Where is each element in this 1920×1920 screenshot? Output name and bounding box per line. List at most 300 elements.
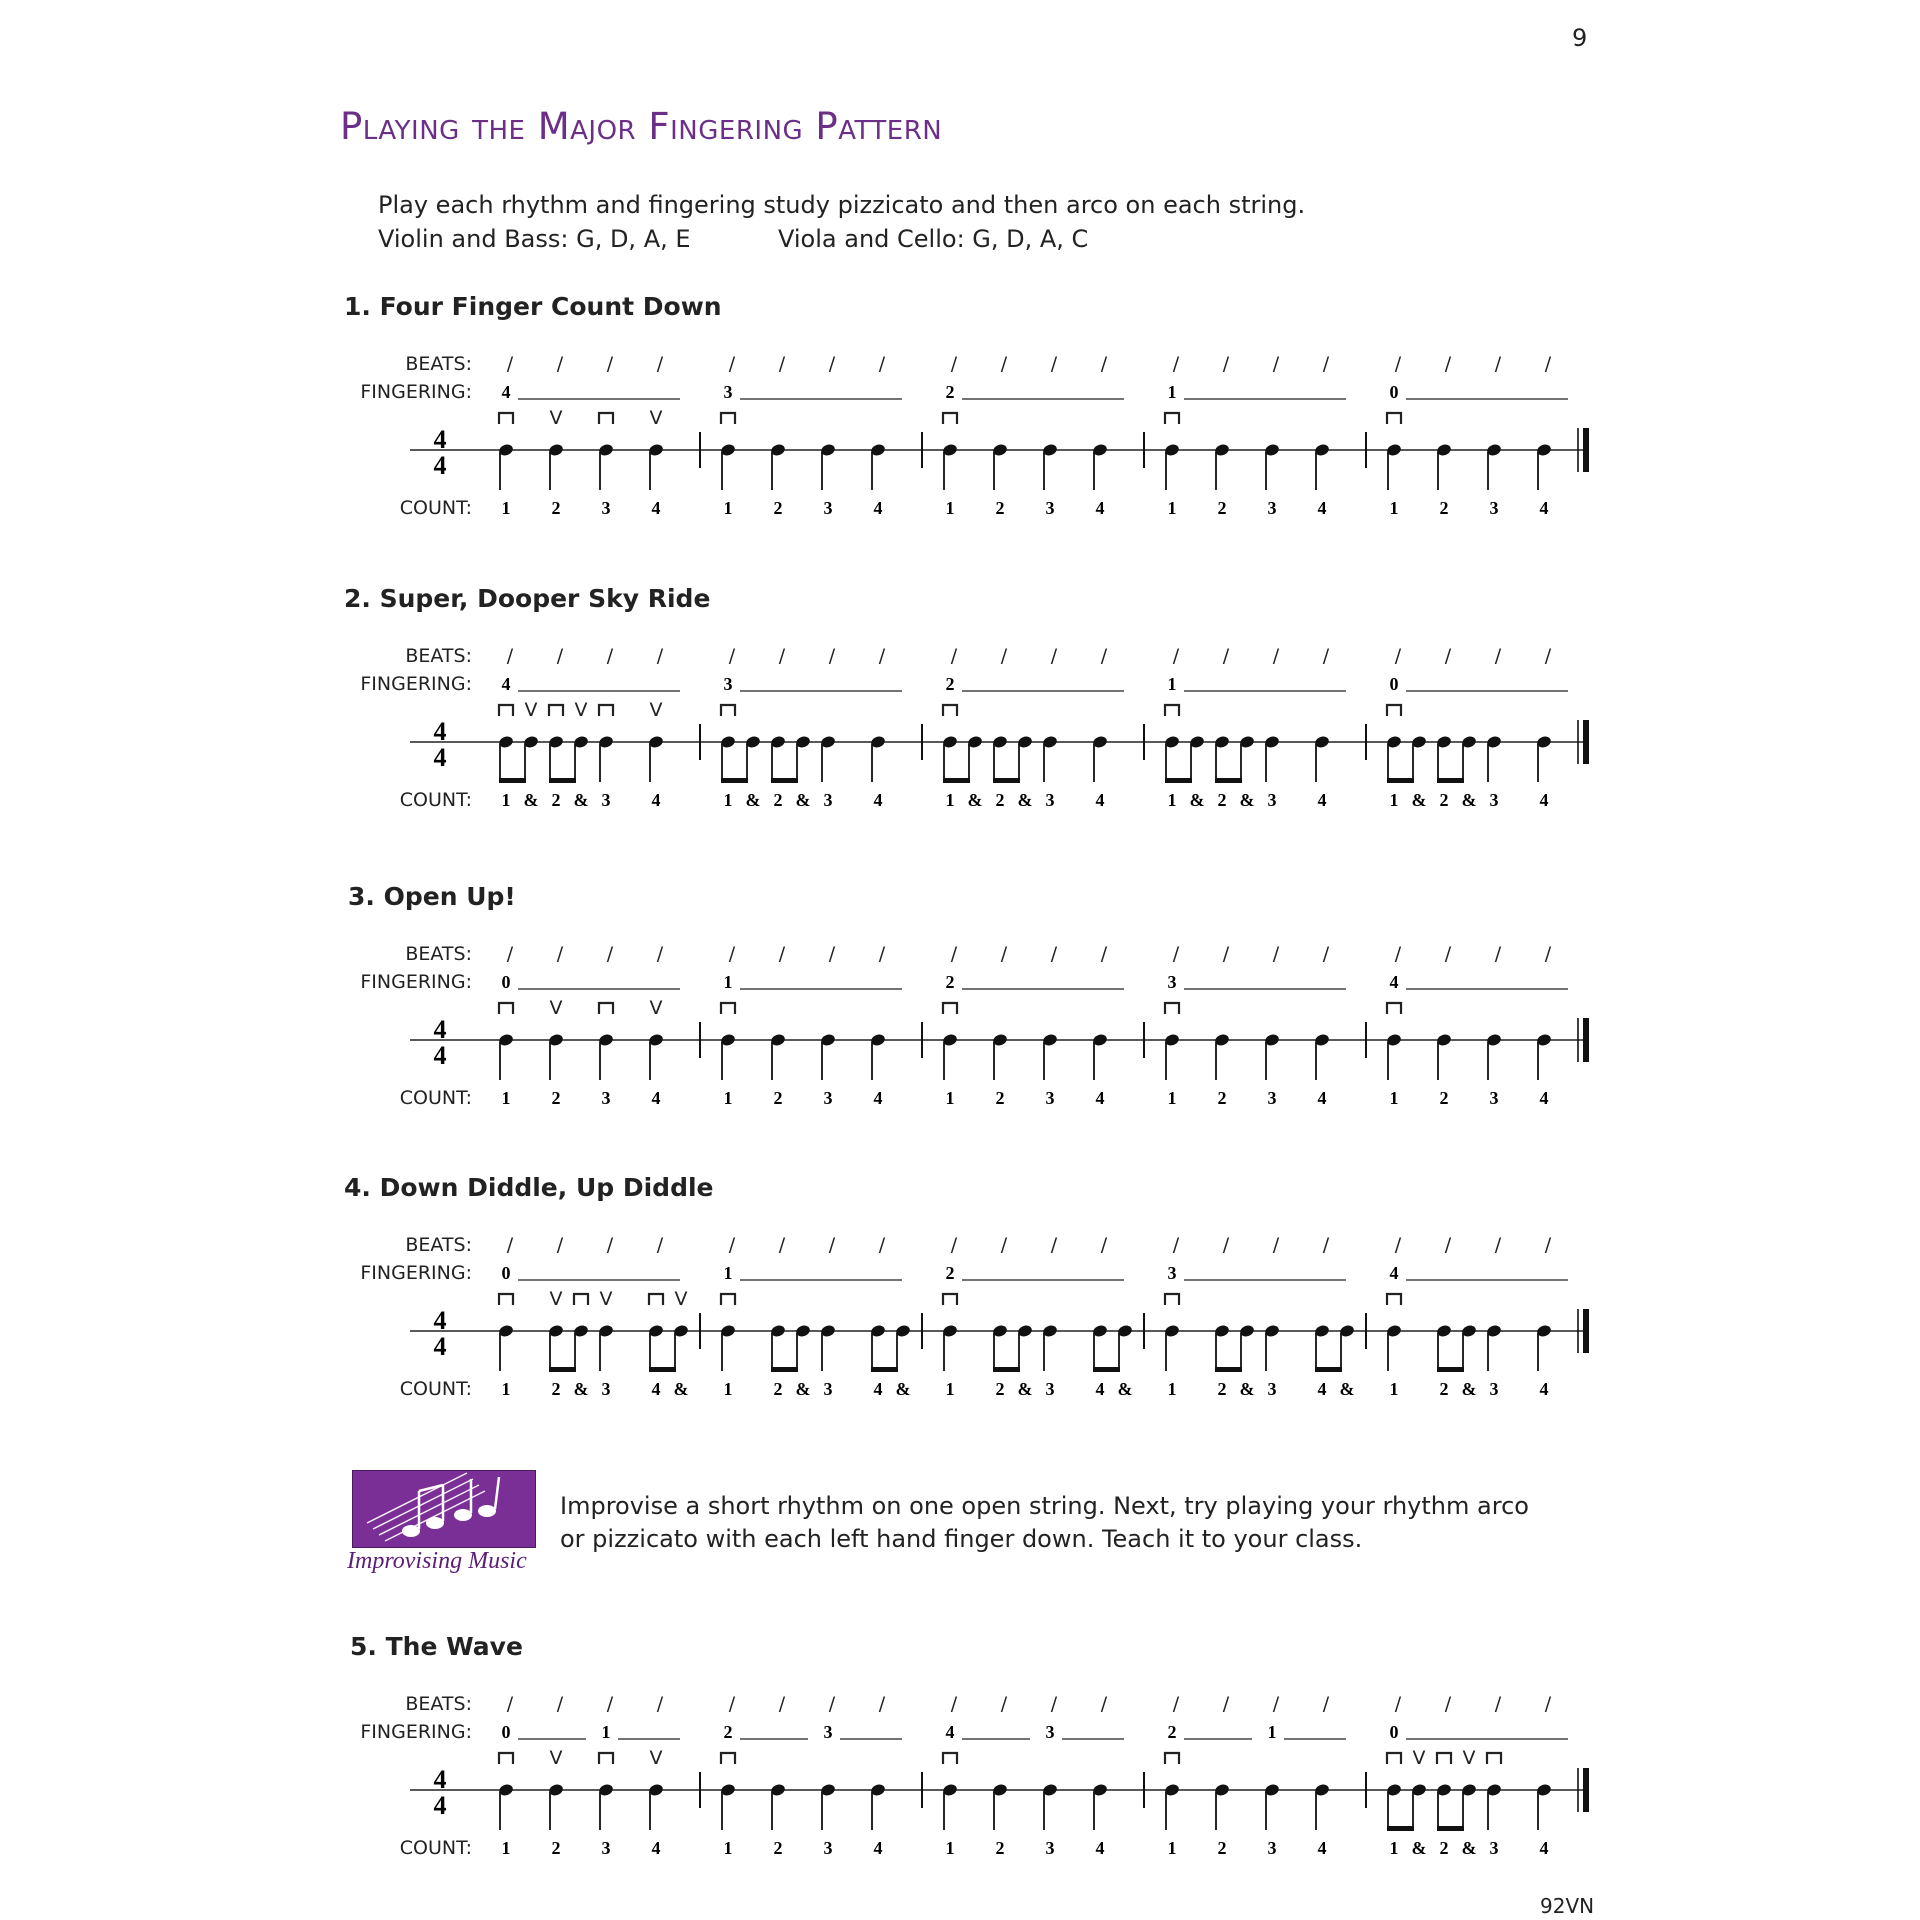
time-signature-bottom: 4	[433, 1791, 447, 1820]
beat-slash: /	[1222, 645, 1230, 667]
count-number: 2	[995, 1088, 1005, 1108]
beat-slash: /	[1000, 645, 1008, 667]
count-number: 2	[995, 1379, 1005, 1399]
beam	[649, 1367, 676, 1372]
count-number: 2	[773, 1088, 783, 1108]
count-number: 2	[1439, 790, 1449, 810]
finger-number: 1	[1167, 382, 1177, 402]
beat-slash: /	[950, 353, 958, 375]
count-number: 1	[945, 1838, 955, 1858]
finger-number: 2	[945, 382, 955, 402]
count-number: 3	[601, 1838, 611, 1858]
beat-slash: /	[778, 645, 786, 667]
count-number: 4	[651, 1088, 661, 1108]
count-number: 4	[873, 1088, 883, 1108]
count-number: 4	[873, 1838, 883, 1858]
count-number: 4	[1095, 1838, 1105, 1858]
finger-number: 2	[723, 1722, 733, 1742]
count-number: 4	[873, 790, 883, 810]
count-number: &	[1339, 1379, 1355, 1399]
count-number: 3	[601, 1379, 611, 1399]
beam	[1165, 778, 1192, 783]
exercise-title: 3. Open Up!	[348, 882, 516, 911]
finger-number: 0	[1389, 674, 1399, 694]
beat-slash: /	[728, 353, 736, 375]
down-bow-icon	[1437, 1753, 1451, 1764]
final-barline-thick	[1583, 720, 1589, 764]
count-number: 2	[551, 498, 561, 518]
up-bow-icon: V	[649, 407, 663, 429]
count-number: &	[523, 790, 539, 810]
count-number: 1	[723, 1088, 733, 1108]
time-signature-bottom: 4	[433, 743, 447, 772]
count-number: 1	[945, 790, 955, 810]
beat-slash: /	[556, 943, 564, 965]
count-number: 1	[501, 1379, 511, 1399]
down-bow-icon	[943, 1003, 957, 1014]
beat-slash: /	[1444, 943, 1452, 965]
down-bow-icon	[499, 413, 513, 424]
down-bow-icon	[1387, 1294, 1401, 1305]
count-label: COUNT:	[399, 1087, 472, 1109]
time-signature-bottom: 4	[433, 1332, 447, 1361]
beat-slash: /	[828, 943, 836, 965]
final-barline-thick	[1583, 1309, 1589, 1353]
down-bow-icon	[943, 705, 957, 716]
count-number: 4	[873, 498, 883, 518]
beat-slash: /	[778, 353, 786, 375]
count-number: 4	[1539, 498, 1549, 518]
beat-slash: /	[1444, 645, 1452, 667]
count-number: 1	[1167, 1838, 1177, 1858]
fingering-label: FINGERING:	[360, 971, 472, 993]
finger-number: 1	[1167, 674, 1177, 694]
count-number: 2	[773, 1379, 783, 1399]
beat-slash: /	[728, 1234, 736, 1256]
up-bow-icon: V	[599, 1288, 613, 1310]
finger-number: 4	[1389, 1263, 1399, 1283]
count-number: 3	[1489, 790, 1499, 810]
beat-slash: /	[1272, 943, 1280, 965]
count-number: 1	[723, 1379, 733, 1399]
finger-number: 2	[945, 972, 955, 992]
time-signature-bottom: 4	[433, 451, 447, 480]
exercise-staff	[0, 632, 1920, 862]
count-number: &	[1239, 1379, 1255, 1399]
fingering-label: FINGERING:	[360, 1721, 472, 1743]
final-barline-thick	[1583, 1768, 1589, 1812]
time-signature-top: 4	[433, 717, 447, 746]
down-bow-icon	[599, 413, 613, 424]
down-bow-icon	[943, 1294, 957, 1305]
count-number: 4	[1317, 1379, 1327, 1399]
up-bow-icon: V	[649, 1747, 663, 1769]
up-bow-icon: V	[649, 997, 663, 1019]
count-number: &	[1461, 790, 1477, 810]
count-number: &	[1239, 790, 1255, 810]
down-bow-icon	[1487, 1753, 1501, 1764]
beat-slash: /	[878, 943, 886, 965]
beat-slash: /	[1172, 943, 1180, 965]
up-bow-icon: V	[1462, 1747, 1476, 1769]
footer-code: 92VN	[1540, 1894, 1595, 1918]
down-bow-icon	[574, 1294, 588, 1305]
count-number: 3	[1045, 498, 1055, 518]
beat-slash: /	[778, 1234, 786, 1256]
beat-slash: /	[778, 943, 786, 965]
finger-number: 3	[1167, 1263, 1177, 1283]
beat-slash: /	[606, 1234, 614, 1256]
count-number: 1	[1389, 498, 1399, 518]
count-number: 2	[1217, 790, 1227, 810]
beat-slash: /	[656, 353, 664, 375]
beat-slash: /	[728, 645, 736, 667]
beat-slash: /	[1000, 1693, 1008, 1715]
beat-slash: /	[1494, 1693, 1502, 1715]
beat-slash: /	[1322, 1234, 1330, 1256]
beam	[721, 778, 748, 783]
finger-number: 2	[945, 1263, 955, 1283]
exercise-staff	[0, 1680, 1920, 1910]
count-number: 3	[1267, 498, 1277, 518]
count-number: 2	[995, 498, 1005, 518]
up-bow-icon: V	[574, 699, 588, 721]
count-number: 1	[1167, 790, 1177, 810]
fingering-label: FINGERING:	[360, 1262, 472, 1284]
down-bow-icon	[1387, 413, 1401, 424]
finger-number: 4	[945, 1722, 955, 1742]
down-bow-icon	[1387, 1003, 1401, 1014]
beam	[549, 1367, 576, 1372]
finger-number: 3	[723, 674, 733, 694]
count-number: &	[795, 790, 811, 810]
count-number: 3	[823, 1088, 833, 1108]
beat-slash: /	[828, 1693, 836, 1715]
finger-number: 4	[1389, 972, 1399, 992]
beat-slash: /	[1172, 1234, 1180, 1256]
beam	[771, 778, 798, 783]
count-number: 3	[823, 790, 833, 810]
down-bow-icon	[721, 1753, 735, 1764]
count-number: 4	[873, 1379, 883, 1399]
beat-slash: /	[1222, 353, 1230, 375]
count-number: 2	[773, 790, 783, 810]
count-number: &	[1117, 1379, 1133, 1399]
beam	[1215, 778, 1242, 783]
intro-strings	[378, 222, 1305, 256]
beat-slash: /	[1222, 943, 1230, 965]
count-number: 3	[1045, 790, 1055, 810]
down-bow-icon	[1165, 413, 1179, 424]
beat-slash: /	[1050, 1693, 1058, 1715]
count-number: 2	[1217, 1838, 1227, 1858]
beat-slash: /	[506, 943, 514, 965]
beat-slash: /	[556, 645, 564, 667]
improvising-instructions: Improvise a short rhythm on one open string. Next, try playing your rhythm arco or pizzicato with each left hand finger down. Teach it to your class.	[560, 1492, 1529, 1553]
beat-slash: /	[1000, 353, 1008, 375]
beat-slash: /	[1544, 645, 1552, 667]
count-number: 4	[1317, 1838, 1327, 1858]
improvising-music-caption: Improvising Music	[347, 1548, 527, 1574]
down-bow-icon	[499, 705, 513, 716]
count-number: 4	[1539, 790, 1549, 810]
beat-slash: /	[1494, 645, 1502, 667]
beat-slash: /	[878, 645, 886, 667]
beat-slash: /	[1100, 943, 1108, 965]
beam	[771, 1367, 798, 1372]
count-number: 2	[773, 498, 783, 518]
beat-slash: /	[1100, 645, 1108, 667]
count-number: 4	[1095, 1379, 1105, 1399]
beam	[1437, 778, 1464, 783]
down-bow-icon	[721, 413, 735, 424]
down-bow-icon	[943, 413, 957, 424]
beat-slash: /	[1100, 1693, 1108, 1715]
beam	[993, 1367, 1020, 1372]
beat-slash: /	[950, 943, 958, 965]
count-number: 2	[1439, 1088, 1449, 1108]
beat-slash: /	[1544, 943, 1552, 965]
count-number: &	[1017, 790, 1033, 810]
up-bow-icon: V	[649, 699, 663, 721]
beat-slash: /	[1222, 1234, 1230, 1256]
count-number: 1	[501, 498, 511, 518]
down-bow-icon	[499, 1753, 513, 1764]
up-bow-icon: V	[549, 997, 563, 1019]
finger-number: 2	[945, 674, 955, 694]
finger-number: 1	[1267, 1722, 1277, 1742]
count-number: &	[967, 790, 983, 810]
count-number: 3	[1489, 1838, 1499, 1858]
count-number: &	[895, 1379, 911, 1399]
time-signature-top: 4	[433, 1015, 447, 1044]
finger-number: 0	[501, 972, 511, 992]
count-number: 2	[1217, 1088, 1227, 1108]
viola-cello-strings: Viola and Cello: G, D, A, C	[778, 225, 1089, 253]
count-number: 1	[501, 790, 511, 810]
exercise-title: 1. Four Finger Count Down	[344, 292, 722, 321]
up-bow-icon: V	[1412, 1747, 1426, 1769]
beat-slash: /	[1322, 943, 1330, 965]
count-number: 4	[651, 498, 661, 518]
exercise-staff	[0, 1221, 1920, 1451]
count-number: 3	[1045, 1838, 1055, 1858]
count-number: 2	[1217, 498, 1227, 518]
beam	[1437, 1367, 1464, 1372]
count-number: 1	[945, 498, 955, 518]
beat-slash: /	[1322, 353, 1330, 375]
fingering-label: FINGERING:	[360, 673, 472, 695]
count-number: 3	[601, 1088, 611, 1108]
beat-slash: /	[606, 1693, 614, 1715]
beat-slash: /	[1272, 645, 1280, 667]
page-number: 9	[1572, 24, 1588, 52]
count-number: 3	[1045, 1379, 1055, 1399]
beats-label: BEATS:	[405, 353, 472, 375]
beats-label: BEATS:	[405, 1693, 472, 1715]
beat-slash: /	[656, 1234, 664, 1256]
count-number: 1	[501, 1088, 511, 1108]
down-bow-icon	[1165, 1003, 1179, 1014]
beam	[1387, 778, 1414, 783]
beat-slash: /	[506, 1693, 514, 1715]
music-notes-icon	[353, 1471, 535, 1547]
beam	[1215, 1367, 1242, 1372]
down-bow-icon	[943, 1753, 957, 1764]
beat-slash: /	[606, 943, 614, 965]
down-bow-icon	[1387, 705, 1401, 716]
beam	[1437, 1826, 1464, 1831]
beat-slash: /	[656, 1693, 664, 1715]
beat-slash: /	[1100, 1234, 1108, 1256]
beat-slash: /	[1494, 943, 1502, 965]
count-label: COUNT:	[399, 789, 472, 811]
final-barline-thick	[1583, 428, 1589, 472]
count-number: 2	[995, 1838, 1005, 1858]
beats-label: BEATS:	[405, 1234, 472, 1256]
beat-slash: /	[1322, 1693, 1330, 1715]
beat-slash: /	[506, 645, 514, 667]
beat-slash: /	[1050, 645, 1058, 667]
count-label: COUNT:	[399, 497, 472, 519]
beat-slash: /	[878, 1693, 886, 1715]
count-number: 1	[1389, 1379, 1399, 1399]
count-number: 4	[1539, 1838, 1549, 1858]
fingering-label: FINGERING:	[360, 381, 472, 403]
beam	[499, 778, 526, 783]
beam	[1093, 1367, 1120, 1372]
beat-slash: /	[656, 645, 664, 667]
down-bow-icon	[649, 1294, 663, 1305]
exercise-staff	[0, 340, 1920, 570]
count-number: 1	[1167, 498, 1177, 518]
beat-slash: /	[1050, 943, 1058, 965]
count-number: 1	[1167, 1088, 1177, 1108]
beam	[993, 778, 1020, 783]
beat-slash: /	[950, 645, 958, 667]
down-bow-icon	[499, 1003, 513, 1014]
count-number: 3	[1489, 498, 1499, 518]
beat-slash: /	[828, 353, 836, 375]
down-bow-icon	[599, 1753, 613, 1764]
finger-number: 3	[1045, 1722, 1055, 1742]
up-bow-icon: V	[549, 407, 563, 429]
beat-slash: /	[828, 1234, 836, 1256]
count-number: 3	[1489, 1379, 1499, 1399]
beat-slash: /	[828, 645, 836, 667]
count-number: 3	[823, 1379, 833, 1399]
count-number: 4	[1095, 498, 1105, 518]
down-bow-icon	[549, 705, 563, 716]
count-number: 1	[1389, 1088, 1399, 1108]
count-number: 3	[1489, 1088, 1499, 1108]
beat-slash: /	[1172, 353, 1180, 375]
down-bow-icon	[599, 1003, 613, 1014]
count-number: 2	[773, 1838, 783, 1858]
count-label: COUNT:	[399, 1378, 472, 1400]
beam	[1315, 1367, 1342, 1372]
down-bow-icon	[1165, 1753, 1179, 1764]
beat-slash: /	[1172, 645, 1180, 667]
count-number: &	[795, 1379, 811, 1399]
count-number: 3	[1267, 1379, 1277, 1399]
count-number: 3	[1267, 1838, 1277, 1858]
beat-slash: /	[1000, 943, 1008, 965]
count-number: &	[1411, 1838, 1427, 1858]
count-number: 1	[945, 1088, 955, 1108]
finger-number: 1	[601, 1722, 611, 1742]
count-number: 3	[601, 790, 611, 810]
beat-slash: /	[1444, 1693, 1452, 1715]
page-title: Playing the Major Fingering Pattern	[340, 105, 943, 148]
count-number: 3	[1045, 1088, 1055, 1108]
down-bow-icon	[721, 1003, 735, 1014]
finger-number: 2	[1167, 1722, 1177, 1742]
finger-number: 0	[501, 1263, 511, 1283]
beam	[871, 1367, 898, 1372]
beat-slash: /	[1444, 1234, 1452, 1256]
intro-text	[378, 188, 1305, 256]
time-signature-top: 4	[433, 1765, 447, 1794]
count-number: &	[745, 790, 761, 810]
count-number: 1	[1389, 790, 1399, 810]
beat-slash: /	[1272, 1693, 1280, 1715]
count-number: 3	[823, 1838, 833, 1858]
beat-slash: /	[556, 1693, 564, 1715]
count-number: 2	[551, 790, 561, 810]
count-number: 2	[551, 1838, 561, 1858]
beat-slash: /	[1394, 645, 1402, 667]
finger-number: 3	[1167, 972, 1177, 992]
beat-slash: /	[1544, 1234, 1552, 1256]
down-bow-icon	[1165, 705, 1179, 716]
exercise-title: 2. Super, Dooper Sky Ride	[344, 584, 711, 613]
count-number: 2	[1217, 1379, 1227, 1399]
count-number: 2	[1439, 1838, 1449, 1858]
beat-slash: /	[606, 353, 614, 375]
count-number: 4	[1095, 790, 1105, 810]
count-number: 3	[601, 498, 611, 518]
finger-number: 0	[1389, 1722, 1399, 1742]
beat-slash: /	[1050, 1234, 1058, 1256]
violin-bass-strings: Violin and Bass: G, D, A, E	[378, 225, 691, 253]
count-number: 2	[551, 1088, 561, 1108]
beat-slash: /	[728, 1693, 736, 1715]
down-bow-icon	[499, 1294, 513, 1305]
finger-number: 1	[723, 1263, 733, 1283]
count-number: &	[1411, 790, 1427, 810]
count-number: &	[1461, 1838, 1477, 1858]
count-number: 1	[945, 1379, 955, 1399]
finger-number: 1	[723, 972, 733, 992]
count-number: 3	[823, 498, 833, 518]
beat-slash: /	[1494, 353, 1502, 375]
beat-slash: /	[728, 943, 736, 965]
beat-slash: /	[950, 1693, 958, 1715]
finger-number: 4	[501, 382, 511, 402]
count-number: 4	[1095, 1088, 1105, 1108]
count-number: 1	[1389, 1838, 1399, 1858]
count-number: 2	[1439, 1379, 1449, 1399]
count-number: 3	[1267, 790, 1277, 810]
finger-number: 3	[723, 382, 733, 402]
count-number: 1	[723, 1838, 733, 1858]
beat-slash: /	[878, 1234, 886, 1256]
beat-slash: /	[1100, 353, 1108, 375]
down-bow-icon	[599, 705, 613, 716]
beat-slash: /	[1000, 1234, 1008, 1256]
count-number: 2	[551, 1379, 561, 1399]
